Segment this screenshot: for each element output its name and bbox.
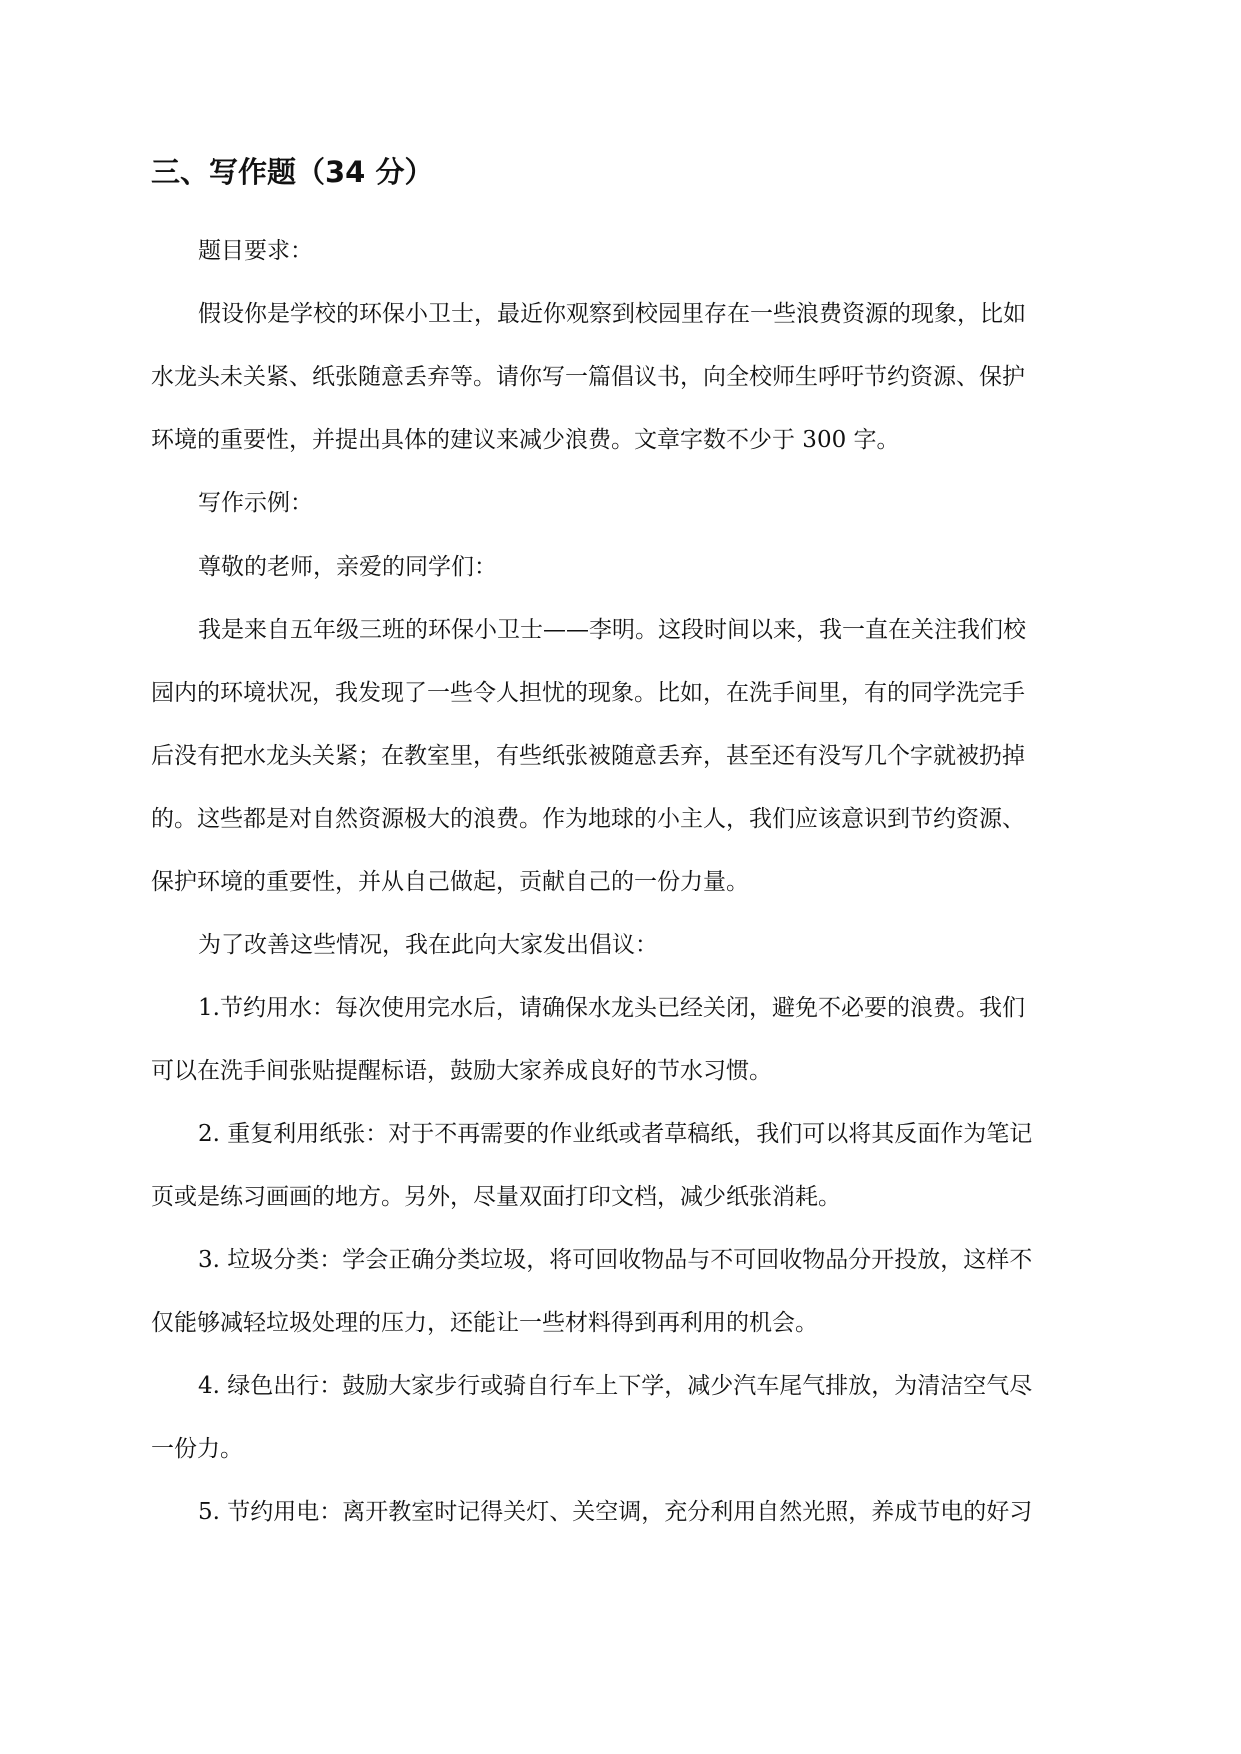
text-line: 园内的环境状况，我发现了一些令人担忧的现象。比如，在洗手间里，有的同学洗完手	[151, 680, 1025, 706]
text-line: 假设你是学校的环保小卫士，最近你观察到校园里存在一些浪费资源的现象，比如	[198, 301, 1026, 327]
text-line: 4. 绿色出行：鼓励大家步行或骑自行车上下学，减少汽车尾气排放，为清洁空气尽	[198, 1373, 1033, 1399]
text-line: 可以在洗手间张贴提醒标语，鼓励大家养成良好的节水习惯。	[151, 1058, 772, 1084]
text-line: 写作示例：	[198, 490, 313, 516]
text-line: 我是来自五年级三班的环保小卫士——李明。这段时间以来，我一直在关注我们校	[198, 617, 1026, 643]
text-line: 的。这些都是对自然资源极大的浪费。作为地球的小主人，我们应该意识到节约资源、	[151, 806, 1025, 832]
text-line: 仅能够减轻垃圾处理的压力，还能让一些材料得到再利用的机会。	[151, 1310, 818, 1336]
section-heading: 三、写作题（34 分）	[151, 155, 434, 189]
text-line: 水龙头未关紧、纸张随意丢弃等。请你写一篇倡议书，向全校师生呼吁节约资源、保护	[151, 364, 1025, 390]
text-line: 3. 垃圾分类：学会正确分类垃圾，将可回收物品与不可回收物品分开投放，这样不	[198, 1247, 1033, 1273]
text-line: 后没有把水龙头关紧；在教室里，有些纸张被随意丢弃，甚至还有没写几个字就被扔掉	[151, 743, 1025, 769]
text-line: 1.节约用水：每次使用完水后，请确保水龙头已经关闭，避免不必要的浪费。我们	[198, 995, 1025, 1021]
text-line: 5. 节约用电：离开教室时记得关灯、关空调，充分利用自然光照，养成节电的好习	[198, 1499, 1033, 1525]
text-line: 为了改善这些情况，我在此向大家发出倡议：	[198, 932, 658, 958]
text-line: 页或是练习画画的地方。另外，尽量双面打印文档，减少纸张消耗。	[151, 1184, 841, 1210]
text-line: 尊敬的老师，亲爱的同学们：	[198, 554, 497, 580]
text-line: 题目要求：	[198, 238, 313, 264]
text-line: 一份力。	[151, 1436, 243, 1462]
text-line: 2. 重复利用纸张：对于不再需要的作业纸或者草稿纸，我们可以将其反面作为笔记	[198, 1121, 1033, 1147]
text-line: 保护环境的重要性，并从自己做起，贡献自己的一份力量。	[151, 869, 749, 895]
text-line: 环境的重要性，并提出具体的建议来减少浪费。文章字数不少于 300 字。	[151, 427, 900, 453]
